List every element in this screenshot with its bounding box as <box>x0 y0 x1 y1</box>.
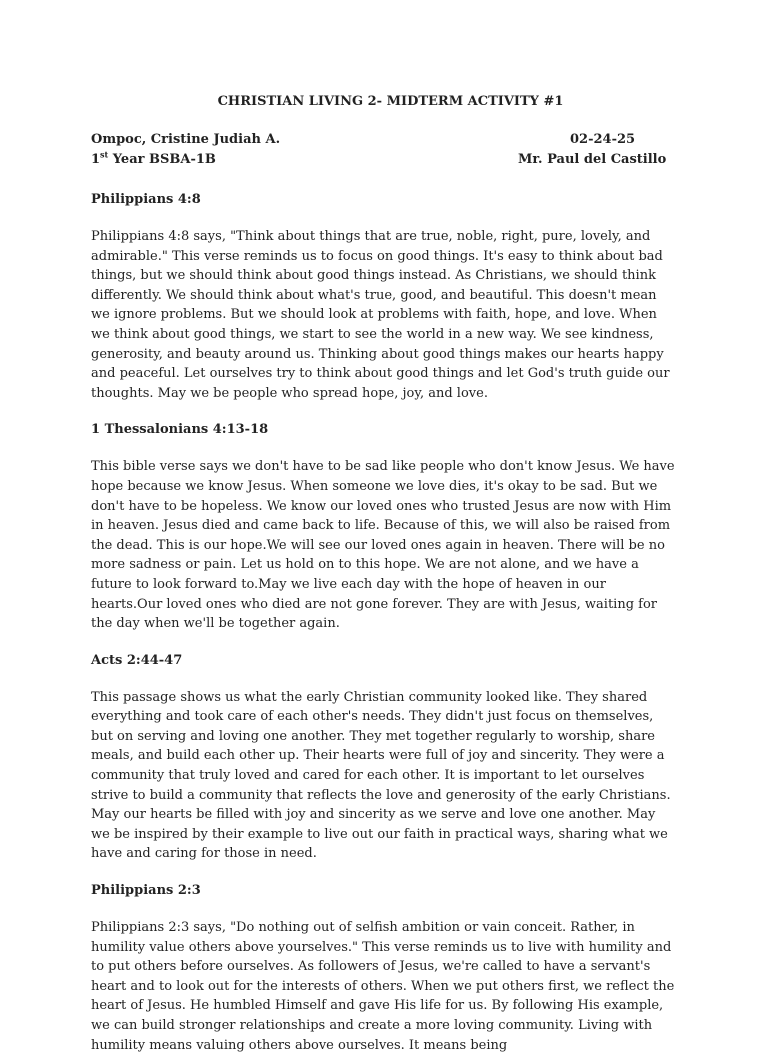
section-body: Philippians 2:3 says, "Do nothing out of selfish ambition or vain conceit. Rather, in humility value others above yourselves." This verse reminds us to live with humility and to put others before ourselves. As followers of Jesus, we're called to have a servant's heart and to look out for the interests of others. When we put others first, we reflect the heart of Jesus. He humbled Himself and gave His life for us. By following His example, we can build stronger relationships and create a more loving community. Living with humility means valuing others above ourselves. It means being <box>91 920 675 1053</box>
document-title: CHRISTIAN LIVING 2- MIDTERM ACTIVITY #1 <box>217 94 564 109</box>
section-body: Philippians 4:8 says, "Think about things that are true, noble, right, pure, lovely, and admirable." This verse reminds us to focus on good things. It's easy to think about bad things, but we should think about good things instead. As Christians, we should think differently. We should think about what's true, good, and beautiful. This doesn't mean we ignore problems. But we should look at problems with faith, hope, and love. When we think about good things, we start to see the world in a new way. We see kindness, generosity, and beauty around us. Thinking about good things makes our hearts happy and peaceful. Let ourselves try to think about good things and let God's truth guide our thoughts. May we be people who spread hope, joy, and love. <box>91 229 670 401</box>
section-body: This passage shows us what the early Christian community looked like. They shared everything and took care of each other's needs. They didn't just focus on themselves, but on serving and loving one another. They met together regularly to worship, share meals, and build each other up. Their hearts were full of joy and sincerity. They were a community that truly loved and cared for each other. It is important to let ourselves strive to build a community that reflects the love and generosity of the early Christians. May our hearts be filled with joy and sincerity as we serve and love one another. May we be inspired by their example to live out our faith in practical ways, sharing what we have and caring for those in need. <box>91 689 671 862</box>
section-heading: 1 Thessalonians 4:13-18 <box>91 422 269 438</box>
submission-date: 02-24-25 <box>570 132 636 147</box>
instructor-name: Mr. Paul del Castillo <box>518 152 667 167</box>
document-header-info <box>91 130 678 170</box>
student-name: Ompoc, Cristine Judiah A. <box>91 132 281 147</box>
header-row-2 <box>91 150 678 170</box>
header-row-1 <box>91 130 678 150</box>
section-philippians-2-3 <box>91 881 678 1055</box>
section-philippians-4-8 <box>91 190 678 403</box>
year-section: 1st Year BSBA-1B <box>91 149 216 167</box>
section-heading: Philippians 2:3 <box>91 883 201 899</box>
section-acts-2-44-47 <box>91 651 678 864</box>
section-1-thessalonians <box>91 420 678 633</box>
section-heading: Acts 2:44-47 <box>91 652 183 668</box>
section-heading: Philippians 4:8 <box>91 192 201 207</box>
section-body: This bible verse says we don't have to be sad like people who don't know Jesus. We have hope because we know Jesus. When someone we love dies, it's okay to be sad. But we don't have to be hopeless. We know our loved ones who trusted Jesus are now with Him in heaven. Jesus died and came back to life. Because of this, we will also be raised from the dead. This is our hope.We will see our loved ones again in heaven. There will be no more sadness or pain. Let us hold on to this hope. We are not alone, and we have a future to look forward to.May we live each day with the hope of heaven in our hearts.Our loved ones who died are not gone forever. They are with Jesus, waiting for the day when we'll be together again. <box>91 459 675 632</box>
